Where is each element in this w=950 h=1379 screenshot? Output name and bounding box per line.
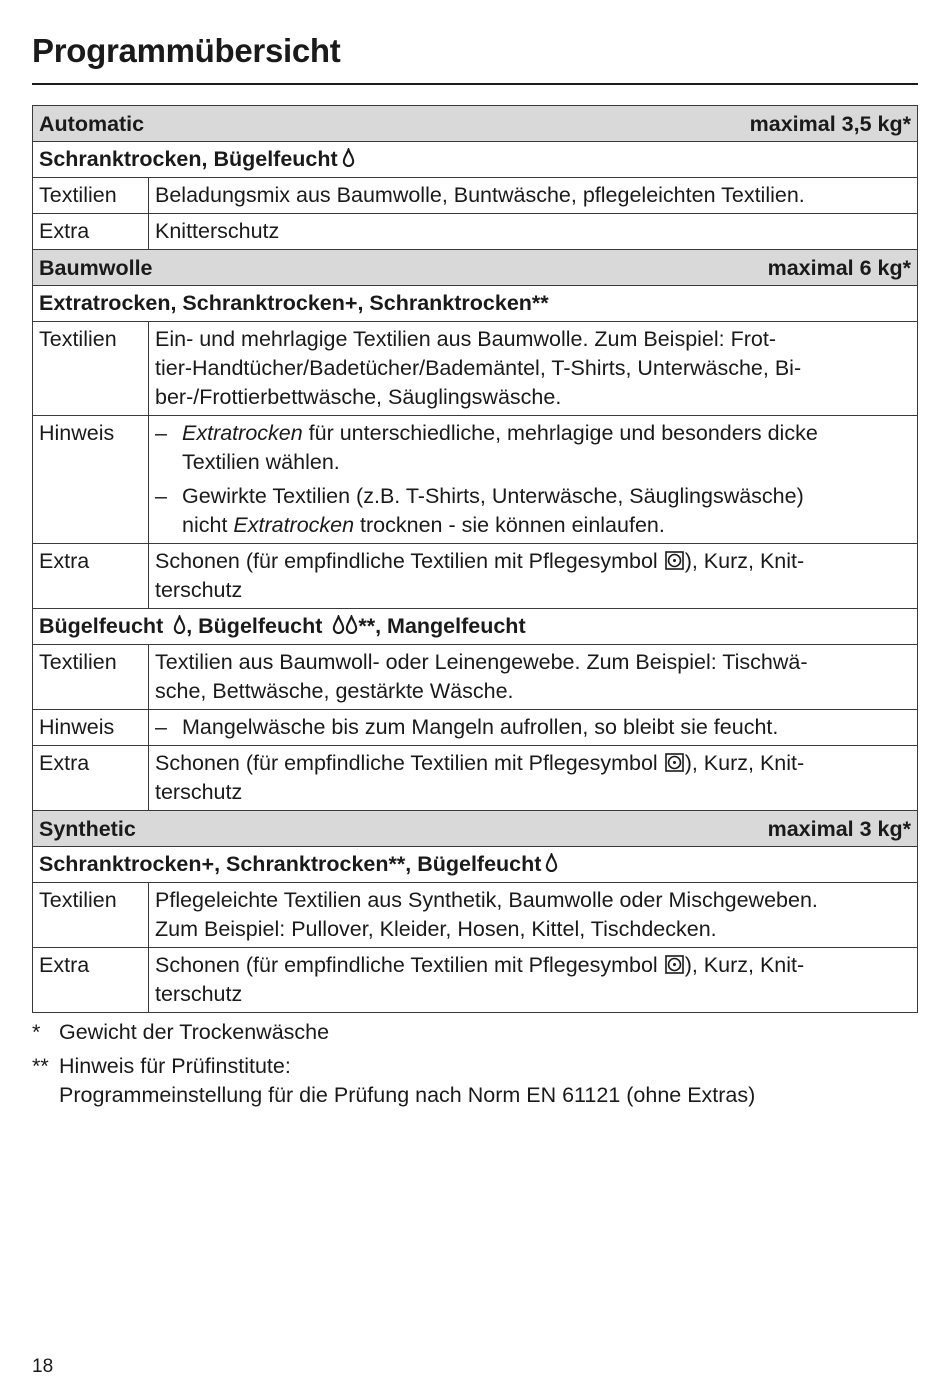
program-header-automatic	[33, 106, 918, 142]
options-text: Extratrocken, Schranktrocken+, Schranktrocken**	[33, 286, 918, 322]
text-segment: ), Kurz, Knit-	[684, 549, 805, 573]
dash-bullet: –	[155, 421, 167, 445]
footnote-text: Hinweis für Prüfinstitute:	[59, 1054, 291, 1078]
row-text	[149, 416, 918, 544]
text-segment: Schonen (für empfindliche Textilien mit Pflegesymbol	[155, 953, 664, 977]
program-options-automatic	[33, 142, 918, 178]
row-text	[149, 746, 918, 811]
row-textilien	[33, 178, 918, 214]
hint-text: trocknen - sie können einlaufen.	[354, 513, 665, 537]
row-text	[149, 322, 918, 416]
text-segment: Schonen (für empfindliche Textilien mit Pflegesymbol	[155, 549, 664, 573]
options-text: Bügelfeucht	[39, 614, 170, 638]
emphasis-text: Extratrocken	[182, 421, 303, 445]
row-text	[149, 883, 918, 948]
dash-bullet: –	[155, 484, 167, 508]
row-textilien	[33, 883, 918, 948]
row-label: Hinweis	[33, 416, 149, 544]
row-label: Textilien	[33, 322, 149, 416]
row-extra	[33, 214, 918, 250]
text-line: Ein- und mehrlagige Textilien aus Baumwolle. Zum Beispiel: Frot-	[155, 327, 776, 351]
row-label: Textilien	[33, 883, 149, 948]
row-label: Extra	[33, 948, 149, 1013]
row-label: Extra	[33, 746, 149, 811]
row-label: Extra	[33, 214, 149, 250]
page-title: Programmübersicht	[32, 32, 341, 69]
program-options-baumwolle	[33, 286, 918, 322]
page-number: 18	[32, 1356, 54, 1377]
row-extra	[33, 746, 918, 811]
row-text: Knitterschutz	[149, 214, 918, 250]
row-label: Textilien	[33, 178, 149, 214]
gentle-care-icon	[665, 551, 684, 570]
gentle-care-icon	[665, 753, 684, 772]
text-segment: ), Kurz, Knit-	[684, 953, 805, 977]
row-text	[149, 544, 918, 609]
text-line: terschutz	[155, 780, 243, 804]
footnote-mark: *	[32, 1020, 41, 1044]
emphasis-text: Extratrocken	[233, 513, 355, 537]
program-max-load: maximal 3 kg*	[767, 817, 911, 841]
row-text: Beladungsmix aus Baumwolle, Buntwäsche, pflegeleichten Textilien.	[149, 178, 918, 214]
row-text	[149, 710, 918, 746]
hint-text: Textilien wählen.	[182, 450, 340, 474]
program-name: Baumwolle	[39, 256, 153, 280]
row-extra	[33, 544, 918, 609]
text-line: sche, Bettwäsche, gestärkte Wäsche.	[155, 679, 514, 703]
row-text	[149, 948, 918, 1013]
program-name: Synthetic	[39, 817, 136, 841]
program-header-baumwolle	[33, 250, 918, 286]
hint-text: Gewirkte Textilien (z.B. T-Shirts, Unterwäsche, Säuglingswäsche)	[182, 484, 804, 508]
program-max-load: maximal 6 kg*	[767, 256, 911, 280]
row-textilien	[33, 645, 918, 710]
program-header-synthetic	[33, 811, 918, 847]
drop-icon	[342, 148, 355, 168]
footnote-text: Gewicht der Trockenwäsche	[59, 1020, 330, 1044]
text-line: Zum Beispiel: Pullover, Kleider, Hosen, Kittel, Tischdecken.	[155, 917, 717, 941]
dash-bullet: –	[155, 715, 167, 739]
row-extra	[33, 948, 918, 1013]
text-line: terschutz	[155, 578, 243, 602]
row-hinweis	[33, 416, 918, 544]
double-drop-icon	[332, 615, 358, 635]
hint-item	[155, 713, 911, 742]
program-name: Automatic	[39, 112, 145, 136]
program-options-synthetic	[33, 847, 918, 883]
text-segment: Schonen (für empfindliche Textilien mit Pflegesymbol	[155, 751, 664, 775]
row-text	[149, 645, 918, 710]
drop-icon	[173, 615, 186, 635]
row-label: Hinweis	[33, 710, 149, 746]
footnote	[32, 1018, 755, 1047]
gentle-care-icon	[665, 955, 684, 974]
text-line: tier-Handtücher/Badetücher/Bademäntel, T-Shirts, Unterwäsche, Bi-	[155, 356, 802, 380]
program-max-load: maximal 3,5 kg*	[749, 112, 911, 136]
title-divider	[32, 83, 918, 85]
text-line: terschutz	[155, 982, 243, 1006]
options-text: **, Mangelfeucht	[358, 614, 526, 638]
hint-text: Mangelwäsche bis zum Mangeln aufrollen, so bleibt sie feucht.	[182, 715, 779, 739]
row-textilien	[33, 322, 918, 416]
text-line: Pflegeleichte Textilien aus Synthetik, Baumwolle oder Mischgeweben.	[155, 888, 818, 912]
program-table	[32, 105, 918, 1013]
options-text: Schranktrocken+, Schranktrocken**, Bügelfeucht	[39, 852, 542, 876]
options-text: , Bügelfeucht	[186, 614, 329, 638]
text-line: Textilien aus Baumwoll- oder Leinengewebe. Zum Beispiel: Tischwä-	[155, 650, 808, 674]
text-segment: ), Kurz, Knit-	[684, 751, 805, 775]
text-line: ber-/Frottierbettwäsche, Säuglingswäsche.	[155, 385, 562, 409]
hint-text: nicht	[182, 513, 234, 537]
program-options-buegelfeucht	[33, 609, 918, 645]
footnote-text: Programmeinstellung für die Prüfung nach Norm EN 61121 (ohne Extras)	[59, 1083, 756, 1107]
drop-icon	[545, 853, 558, 873]
row-label: Textilien	[33, 645, 149, 710]
hint-item	[155, 482, 911, 540]
footnotes	[32, 1018, 755, 1110]
hint-text: für unterschiedliche, mehrlagige und besonders dicke	[302, 421, 818, 445]
hint-item	[155, 419, 911, 477]
footnote-mark: **	[32, 1054, 49, 1078]
options-text: Schranktrocken, Bügelfeucht	[39, 147, 338, 171]
footnote	[32, 1052, 755, 1110]
row-hinweis	[33, 710, 918, 746]
row-label: Extra	[33, 544, 149, 609]
